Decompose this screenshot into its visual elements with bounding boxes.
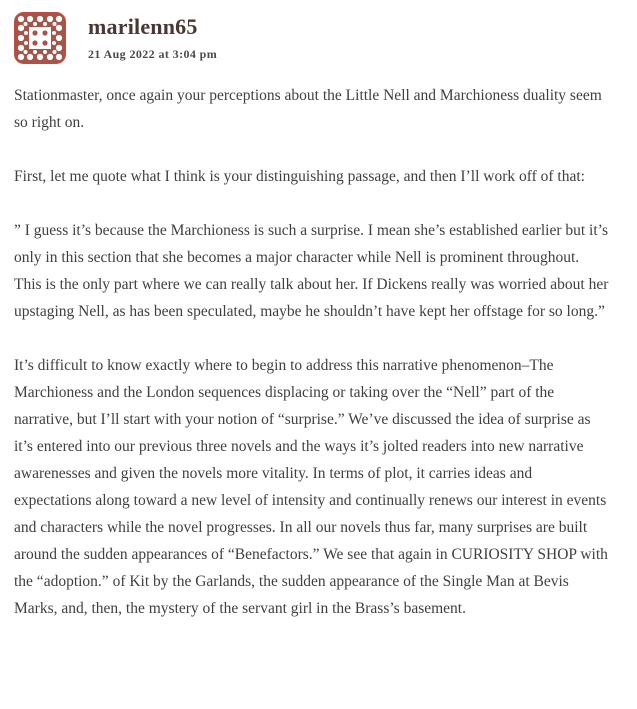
avatar-identicon-icon	[14, 12, 66, 64]
comment-paragraph-4: It’s difficult to know exactly where to begin to address this narrative phenomenon–The Marchioness and the London sequences displacing or taking over the “Nell” part of the narrative, but I’ll start with your notion of “surprise.” We’ve discussed the idea of surprise as it’s entered into our previous three novels and the ways it’s jolted readers into new narrative awarenesses and given the novels more vitality. In terms of plot, it carries ideas and expectations along toward a new level of intensity and continually renews our interest in events and characters while the novel progresses. In all our novels thus far, many surprises are built around the sudden appearances of “Benefactors.” We see that again in CURIOSITY SHOP with the “adoption.” of Kit by the Garlands, the sudden appearance of the Single Man at Bevis Marks, and, then, the mystery of the servant girl in the Brass’s basement.	[14, 357, 608, 617]
comment-header	[14, 12, 610, 64]
comment-paragraph-2: First, let me quote what I think is your distinguishing passage, and then I’ll work off of that:	[14, 168, 585, 185]
avatar	[14, 12, 66, 64]
comment	[14, 12, 610, 622]
comment-body	[14, 82, 610, 622]
comment-paragraph-3-quote: ” I guess it’s because the Marchioness is such a surprise. I mean she’s established earlier but it’s only in this section that she becomes a major character while Nell is prominent throughout. This is the only part where we can really talk about her. If Dickens really was worried about her upstaging Nell, as has been speculated, maybe he shouldn’t have kept her offstage for so long.”	[14, 222, 609, 320]
comment-author-name[interactable]: marilenn65	[88, 14, 198, 39]
comment-paragraph-1: Stationmaster, once again your perceptions about the Little Nell and Marchioness duality seem so right on.	[14, 87, 602, 131]
comment-meta	[88, 12, 217, 62]
comment-date-permalink[interactable]: 21 Aug 2022 at 3:04 pm	[88, 47, 218, 61]
